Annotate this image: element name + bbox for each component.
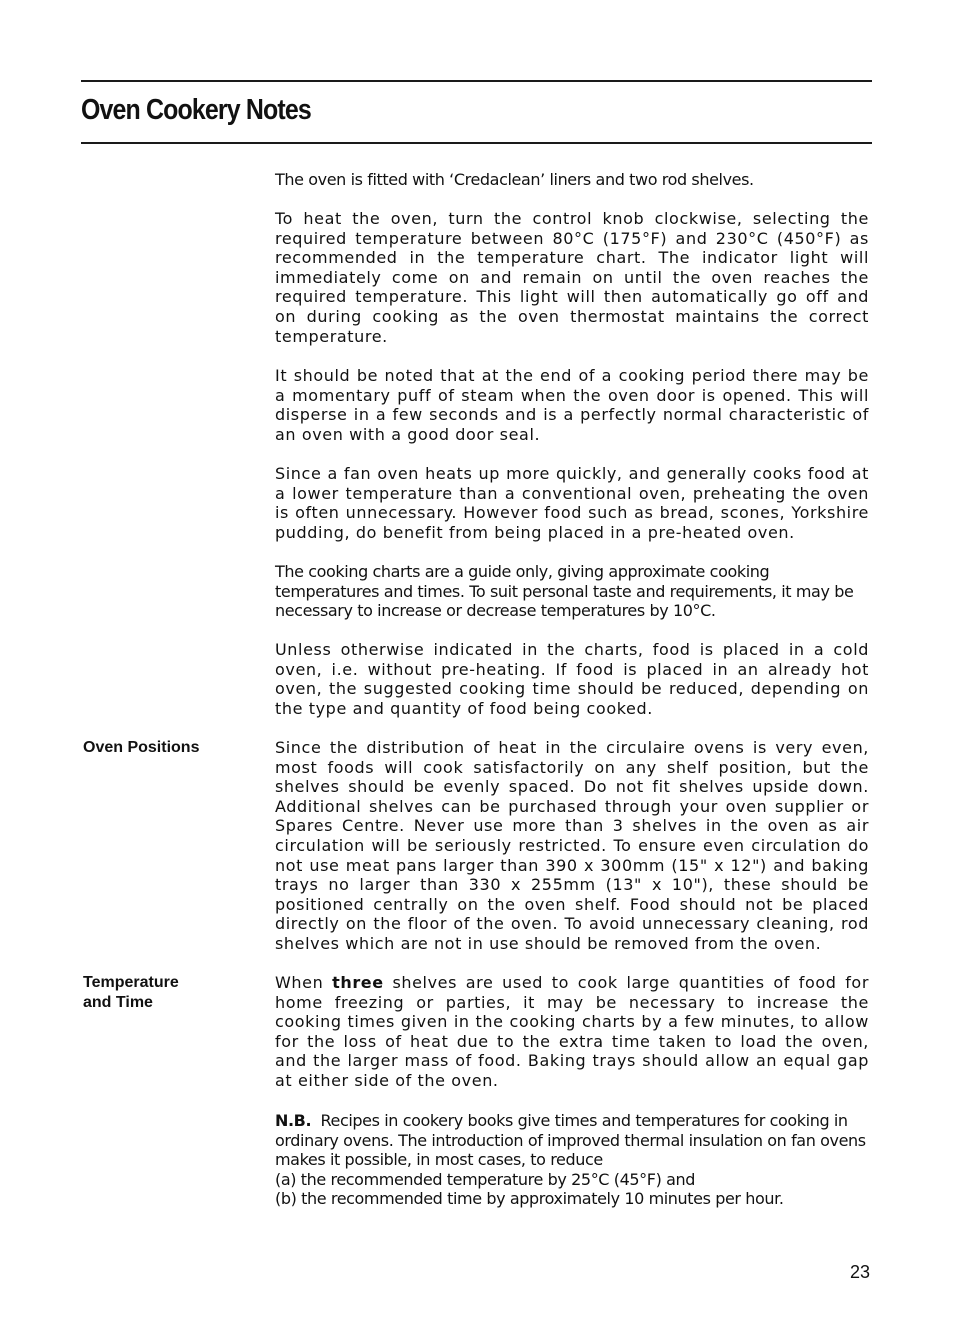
temperature-time-text: When three shelves are used to cook large quantities of food for home freezing or parties, it may be necessary to increase the cooking times given in the cooking charts by a few minutes, to allow for the loss of heat due to the extra time taken to load the oven, and the larger mass of food. Baking trays should allow an equal gap at either side of the oven.	[275, 973, 869, 1090]
nb-item-a: (a) the recommended temperature by 25°C (45°F) and	[275, 1169, 695, 1189]
emphasis-three: three	[332, 973, 384, 992]
intro-paragraph-6: Unless otherwise indicated in the charts, food is placed in a cold oven, i.e. without pre-heating. If food is placed in an already hot oven, the suggested cooking time should be reduced, depending on the type and quantity of food being cooked.	[275, 640, 869, 718]
intro-paragraph-2: To heat the oven, turn the control knob clockwise, selecting the required temperature between 80°C (175°F) and 230°C (450°F) as recommended in the temperature chart. The indicator light will immediately come on and remain on until the oven reaches the required temperature. This light will then automatically go off and on during cooking as the oven thermostat maintains the correct temperature.	[275, 209, 869, 346]
top-rule	[81, 80, 872, 82]
page-title: Oven Cookery Notes	[81, 94, 311, 126]
intro-paragraph-4: Since a fan oven heats up more quickly, and generally cooks food at a lower temperature than a conventional oven, preheating the oven is often unnecessary. However food such as bread, scones, Yorkshire pudding, do benefit from being placed in a pre-heated oven.	[275, 464, 869, 542]
intro-paragraph-1: The oven is fitted with ‘Credaclean’ liners and two rod shelves.	[275, 170, 754, 189]
intro-paragraph-5: The cooking charts are a guide only, giving approximate cooking temperatures and times. To suit personal taste and requirements, it may be necessary to increase or decrease temperatures by 10°C.	[275, 562, 854, 621]
oven-positions-text: Since the distribution of heat in the circulaire ovens is very even, most foods will cook satisfactorily on any shelf position, but the shelves should be evenly spaced. Do not fit shelves upside down. Additional shelves can be purchased through your oven supplier or Spares Centre. Never use more than 3 shelves in the oven as air circulation will be seriously restricted. To ensure even circulation do not use meat pans larger than 390 x 300mm (15" x 12") and baking trays no larger than 330 x 255mm (13" x 10"), these should be positioned centrally on the oven shelf. Food should not be placed directly on the floor of the oven. To avoid unnecessary cleaning, rod shelves which are not in use should be removed from the oven.	[275, 738, 869, 953]
page-number: 23	[849, 1262, 870, 1282]
nb-label: N.B.	[275, 1111, 312, 1130]
nb-note: N.B. Recipes in cookery books give times and temperatures for cooking in ordinary ovens. The introduction of improved thermal insulation on fan ovens makes it possible, in most cases, to reduce (a) the recommended temperature by 25°C (45°F) and (b) the recommended time by approximately 10 minutes per hour.	[275, 1111, 869, 1209]
temperature-time-heading: Temperature and Time	[83, 974, 179, 1011]
nb-item-b: (b) the recommended time by approximately 10 minutes per hour.	[275, 1189, 784, 1209]
title-underline	[81, 142, 872, 144]
oven-positions-heading: Oven Positions	[83, 739, 200, 756]
intro-paragraph-3: It should be noted that at the end of a cooking period there may be a momentary puff of steam when the oven door is opened. This will disperse in a few seconds and is a perfectly normal characteristic of an oven with a good door seal.	[275, 366, 869, 444]
